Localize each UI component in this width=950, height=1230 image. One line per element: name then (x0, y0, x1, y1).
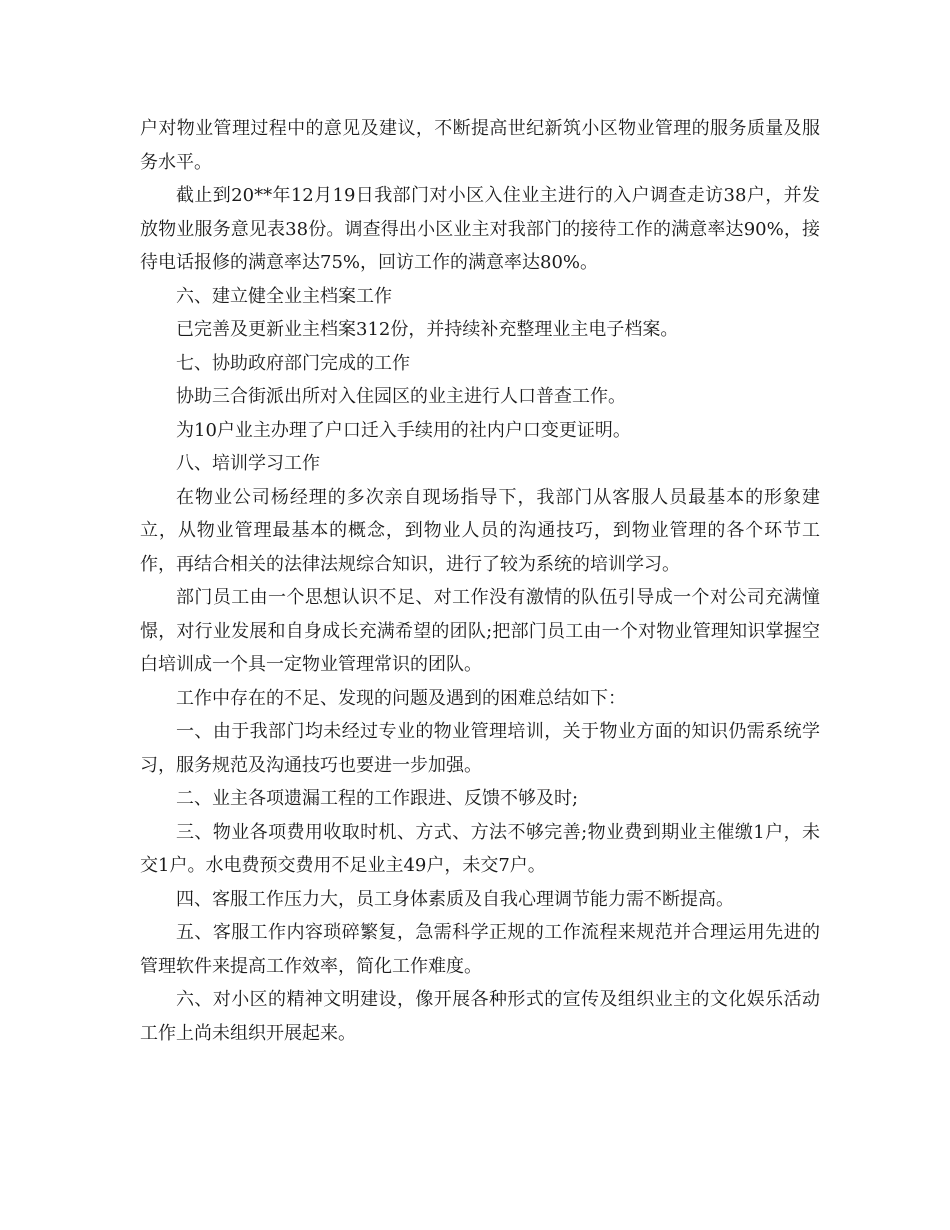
document-body (140, 112, 820, 1050)
problem-item-2: 二、业主各项遗漏工程的工作跟进、反馈不够及时; (176, 788, 579, 809)
problem-item-6: 六、对小区的精神文明建设，像开展各种形式的宣传及组织业主的文化娱乐活动工作上尚未组织开展起来。 (140, 989, 820, 1044)
problem-item-4: 四、客服工作压力大，员工身体素质及自我心理调节能力需不断提高。 (176, 888, 734, 910)
paragraph-team-growth: 部门员工由一个思想认识不足、对工作没有激情的队伍引导成一个对公司充满憧憬，对行业发展和自身成长充满希望的团队;把部门员工由一个对物业管理知识掌握空白培训成一个具一定物业管理常识的团队。 (140, 587, 820, 675)
paragraph-continuation: 户对物业管理过程中的意见及建议，不断提高世纪新筑小区物业管理的服务质量及服务水平。 (140, 118, 820, 173)
paragraph-census-assist: 协助三合街派出所对入住园区的业主进行人口普查工作。 (176, 386, 626, 407)
paragraph-household-registration: 为10户业主办理了户口迁入手续用的社内户口变更证明。 (176, 419, 631, 441)
paragraph-owner-archives: 已完善及更新业主档案312份，并持续补充整理业主电子档案。 (176, 319, 679, 340)
section-heading-government-assist: 七、协助政府部门完成的工作 (176, 352, 410, 374)
paragraph-survey-results: 截止到20**年12月19日我部门对小区入住业主进行的入户调查走访38户，并发放物业服务意见表38份。调查得出小区业主对我部门的接待工作的满意率达90%，接待电话报修的满意率达75%，回访工作的满意率达80%。 (140, 185, 820, 273)
problem-item-5: 五、客服工作内容琐碎繁复，急需科学正规的工作流程来规范并合理运用先进的管理软件来提高工作效率，简化工作难度。 (140, 922, 820, 977)
paragraph-training-details: 在物业公司杨经理的多次亲自现场指导下，我部门从客服人员最基本的形象建立，从物业管理最基本的概念，到物业人员的沟通技巧，到物业管理的各个环节工作，再结合相关的法律法规综合知识，进行了较为系统的培训学习。 (140, 486, 820, 575)
paragraph-problems-intro: 工作中存在的不足、发现的问题及遇到的困难总结如下： (176, 687, 626, 709)
section-heading-training: 八、培训学习工作 (176, 453, 320, 474)
problem-item-3: 三、物业各项费用收取时机、方式、方法不够完善;物业费到期业主催缴1户，未交1户。水电费预交费用不足业主49户，未交7户。 (140, 821, 820, 876)
problem-item-1: 一、由于我部门均未经过专业的物业管理培训，关于物业方面的知识仍需系统学习，服务规范及沟通技巧也要进一步加强。 (140, 721, 820, 776)
section-heading-owner-archives: 六、建立健全业主档案工作 (176, 285, 392, 307)
